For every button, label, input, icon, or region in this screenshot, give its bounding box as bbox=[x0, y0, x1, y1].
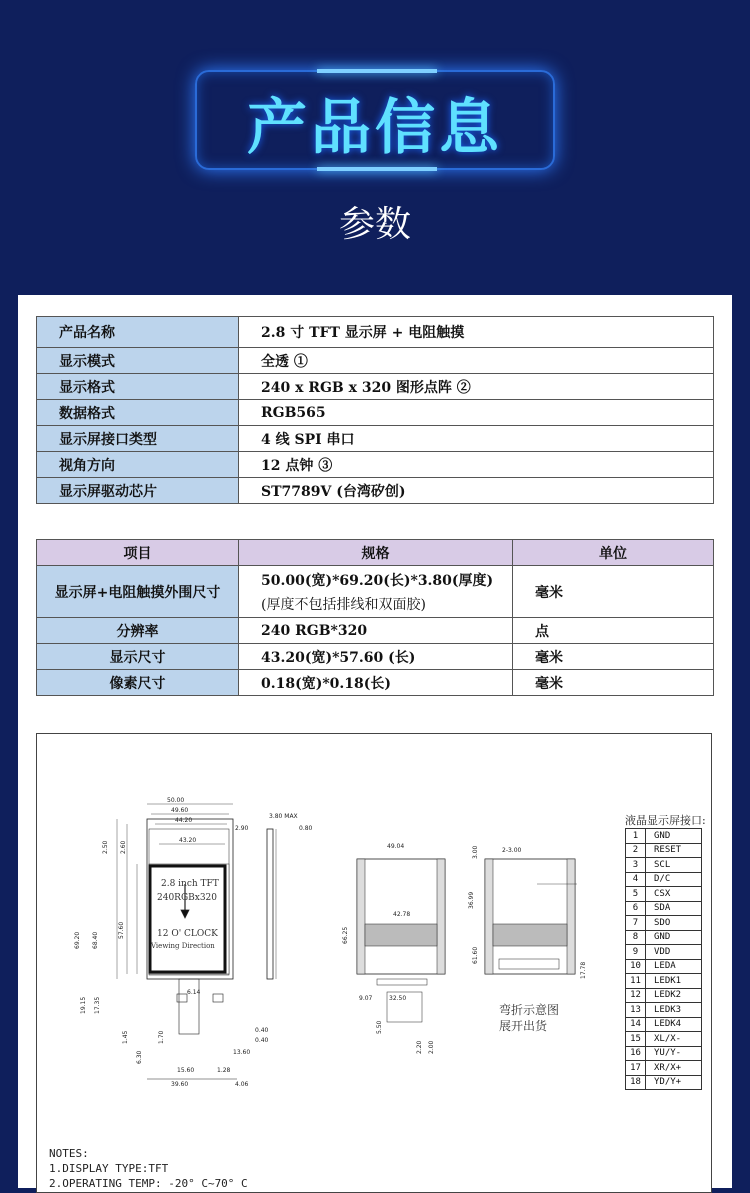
dim-1915: 19.15 bbox=[80, 996, 87, 1014]
pin-row bbox=[626, 1061, 702, 1076]
spec-value: 12 点钟 ③ bbox=[239, 452, 714, 478]
dim-height-frame: 68.40 bbox=[92, 931, 99, 949]
dim-width-aa: 43.20 bbox=[179, 837, 197, 844]
dim-550: 5.50 bbox=[376, 1020, 383, 1034]
size-item: 显示屏+电阻触摸外围尺寸 bbox=[37, 566, 239, 618]
size-row bbox=[37, 618, 714, 644]
spec-key: 视角方向 bbox=[37, 452, 239, 478]
outline-drawing bbox=[37, 734, 712, 1193]
dim-200: 2.00 bbox=[428, 1040, 435, 1054]
size-spec-main: 240 RGB*320 bbox=[261, 622, 368, 639]
spec-row bbox=[37, 348, 714, 374]
pin-signal: LEDK4 bbox=[646, 1017, 702, 1032]
mechanical-drawing bbox=[36, 733, 712, 1193]
dim-1735: 17.35 bbox=[94, 996, 101, 1014]
notes-line: 1.DISPLAY TYPE:TFT bbox=[49, 1162, 169, 1175]
lcd-text-viewing: Viewing Direction bbox=[151, 942, 215, 950]
dim-height-aa: 57.60 bbox=[118, 921, 125, 939]
pin-signal: GND bbox=[646, 930, 702, 945]
pin-signal: VDD bbox=[646, 945, 702, 960]
pin-number: 17 bbox=[626, 1061, 646, 1076]
size-spec-main: 0.18(宽)*0.18(长) bbox=[261, 675, 392, 692]
dim-1360: 13.60 bbox=[233, 1049, 251, 1056]
spec-table bbox=[36, 316, 714, 504]
pin-row bbox=[626, 887, 702, 902]
dim-290: 2.90 bbox=[235, 825, 249, 832]
pin-signal: XR/X+ bbox=[646, 1061, 702, 1076]
pin-number: 5 bbox=[626, 887, 646, 902]
spec-key: 显示屏驱动芯片 bbox=[37, 478, 239, 504]
pin-number: 9 bbox=[626, 945, 646, 960]
pin-table bbox=[625, 828, 702, 1090]
dim-080: 0.80 bbox=[299, 825, 313, 832]
pin-signal: LEDK3 bbox=[646, 1003, 702, 1018]
pin-row bbox=[626, 1046, 702, 1061]
dim-220: 2.20 bbox=[416, 1040, 423, 1054]
pin-row bbox=[626, 945, 702, 960]
pin-row bbox=[626, 974, 702, 989]
pin-signal: SDA bbox=[646, 901, 702, 916]
spec-key: 显示屏接口类型 bbox=[37, 426, 239, 452]
size-unit: 毫米 bbox=[513, 644, 714, 670]
pin-signal: SDO bbox=[646, 916, 702, 931]
dim-3250: 32.50 bbox=[389, 995, 407, 1002]
lcd-text-size: 2.8 inch TFT bbox=[161, 879, 219, 889]
header-banner bbox=[0, 0, 750, 295]
spec-key: 产品名称 bbox=[37, 317, 239, 348]
size-item: 分辨率 bbox=[37, 618, 239, 644]
size-unit: 毫米 bbox=[513, 566, 714, 618]
dim-145: 1.45 bbox=[122, 1030, 129, 1044]
pin-number: 11 bbox=[626, 974, 646, 989]
lcd-text-res: 240RGBx320 bbox=[157, 893, 218, 903]
pin-row bbox=[626, 916, 702, 931]
pin-signal: YU/Y- bbox=[646, 1046, 702, 1061]
pin-signal: YD/Y+ bbox=[646, 1075, 702, 1090]
pin-row bbox=[626, 1075, 702, 1090]
notes-line: 2.OPERATING TEMP: -20° C~70° C bbox=[49, 1177, 248, 1190]
dim-4904: 49.04 bbox=[387, 843, 405, 850]
pin-number: 1 bbox=[626, 829, 646, 844]
pin-signal: LEDK2 bbox=[646, 988, 702, 1003]
pin-row bbox=[626, 930, 702, 945]
dim-406: 4.06 bbox=[235, 1081, 249, 1088]
pin-signal: SCL bbox=[646, 858, 702, 873]
spec-value: ST7789V (台湾矽创) bbox=[239, 478, 714, 504]
pin-row bbox=[626, 988, 702, 1003]
pin-row bbox=[626, 1032, 702, 1047]
spec-row bbox=[37, 426, 714, 452]
spec-row bbox=[37, 400, 714, 426]
spec-value: RGB565 bbox=[239, 400, 714, 426]
pin-row bbox=[626, 959, 702, 974]
dim-170: 1.70 bbox=[158, 1030, 165, 1044]
size-spec bbox=[239, 566, 513, 618]
dim-width-frame: 49.60 bbox=[171, 807, 189, 814]
dim-260: 2.60 bbox=[120, 840, 127, 854]
dim-height-outer: 69.20 bbox=[74, 931, 81, 949]
pin-row bbox=[626, 1003, 702, 1018]
dim-width-outer: 50.00 bbox=[167, 797, 185, 804]
size-spec-note: (厚度不包括排线和双面胶) bbox=[261, 596, 426, 613]
pin-signal: D/C bbox=[646, 872, 702, 887]
spec-key: 数据格式 bbox=[37, 400, 239, 426]
bend-note-1: 弯折示意图 bbox=[499, 1003, 560, 1017]
size-row bbox=[37, 670, 714, 696]
spec-key: 显示格式 bbox=[37, 374, 239, 400]
pin-table-title: 液晶显示屏接口: bbox=[625, 814, 706, 827]
pin-number: 16 bbox=[626, 1046, 646, 1061]
size-unit: 毫米 bbox=[513, 670, 714, 696]
size-row bbox=[37, 566, 714, 618]
size-header-item: 项目 bbox=[37, 540, 239, 566]
dim-040b: 0.40 bbox=[255, 1037, 269, 1044]
pin-signal: LEDK1 bbox=[646, 974, 702, 989]
dim-3960: 39.60 bbox=[171, 1081, 189, 1088]
size-unit: 点 bbox=[513, 618, 714, 644]
size-spec bbox=[239, 618, 513, 644]
dim-300: 3.00 bbox=[472, 845, 479, 859]
pin-row bbox=[626, 843, 702, 858]
pin-row bbox=[626, 901, 702, 916]
size-row bbox=[37, 644, 714, 670]
dim-250: 2.50 bbox=[102, 840, 109, 854]
pin-number: 12 bbox=[626, 988, 646, 1003]
size-spec bbox=[239, 644, 513, 670]
dim-width-va: 44.20 bbox=[175, 817, 193, 824]
bend-note-2: 展开出货 bbox=[499, 1019, 548, 1033]
dim-614: 6.14 bbox=[187, 989, 201, 996]
pin-row bbox=[626, 872, 702, 887]
dim-1778: 17.78 bbox=[580, 961, 587, 979]
page-subtitle: 参数 bbox=[338, 204, 411, 245]
pin-number: 7 bbox=[626, 916, 646, 931]
pin-row bbox=[626, 1017, 702, 1032]
dim-3699: 36.99 bbox=[468, 891, 475, 909]
dim-thickness: 3.80 MAX bbox=[269, 813, 298, 820]
drawing-notes bbox=[49, 1146, 248, 1191]
backlight-area bbox=[365, 924, 437, 946]
dim-1560: 15.60 bbox=[177, 1067, 195, 1074]
dim-630: 6.30 bbox=[136, 1050, 143, 1064]
dim-040a: 0.40 bbox=[255, 1027, 269, 1034]
pin-number: 18 bbox=[626, 1075, 646, 1090]
dim-6160: 61.60 bbox=[472, 946, 479, 964]
page-title: 产品信息 bbox=[247, 93, 503, 163]
spec-row bbox=[37, 374, 714, 400]
pin-number: 10 bbox=[626, 959, 646, 974]
pin-row bbox=[626, 858, 702, 873]
spec-value: 240 x RGB x 320 图形点阵 ② bbox=[239, 374, 714, 400]
pin-number: 6 bbox=[626, 901, 646, 916]
pin-number: 13 bbox=[626, 1003, 646, 1018]
size-item: 像素尺寸 bbox=[37, 670, 239, 696]
lcd-text-clock: 12 O' CLOCK bbox=[157, 929, 218, 939]
pin-signal: XL/X- bbox=[646, 1032, 702, 1047]
pin-signal: RESET bbox=[646, 843, 702, 858]
pin-number: 4 bbox=[626, 872, 646, 887]
size-spec-main: 50.00(宽)*69.20(长)*3.80(厚度) bbox=[261, 572, 494, 589]
dim-4278: 42.78 bbox=[393, 911, 411, 918]
pin-number: 3 bbox=[626, 858, 646, 873]
size-spec bbox=[239, 670, 513, 696]
content-panel bbox=[18, 295, 732, 1188]
pin-number: 14 bbox=[626, 1017, 646, 1032]
spec-value: 4 线 SPI 串口 bbox=[239, 426, 714, 452]
size-header-unit: 单位 bbox=[513, 540, 714, 566]
spec-row bbox=[37, 452, 714, 478]
size-table bbox=[36, 539, 714, 696]
pin-number: 8 bbox=[626, 930, 646, 945]
dim-2-300: 2-3.00 bbox=[502, 847, 522, 854]
dim-128: 1.28 bbox=[217, 1067, 231, 1074]
spec-value: 全透 ① bbox=[239, 348, 714, 374]
dim-6625: 66.25 bbox=[342, 926, 349, 944]
pin-number: 2 bbox=[626, 843, 646, 858]
pin-signal: LEDA bbox=[646, 959, 702, 974]
spec-value: 2.8 寸 TFT 显示屏 + 电阻触摸 bbox=[239, 317, 714, 348]
pin-signal: GND bbox=[646, 829, 702, 844]
pin-row bbox=[626, 829, 702, 844]
size-header-spec: 规格 bbox=[239, 540, 513, 566]
spec-row bbox=[37, 478, 714, 504]
size-spec-main: 43.20(宽)*57.60 (长) bbox=[261, 649, 416, 666]
pin-number: 15 bbox=[626, 1032, 646, 1047]
size-item: 显示尺寸 bbox=[37, 644, 239, 670]
notes-line: NOTES: bbox=[49, 1147, 89, 1160]
pin-signal: CSX bbox=[646, 887, 702, 902]
spec-key: 显示模式 bbox=[37, 348, 239, 374]
spec-row bbox=[37, 317, 714, 348]
dim-907: 9.07 bbox=[359, 995, 373, 1002]
